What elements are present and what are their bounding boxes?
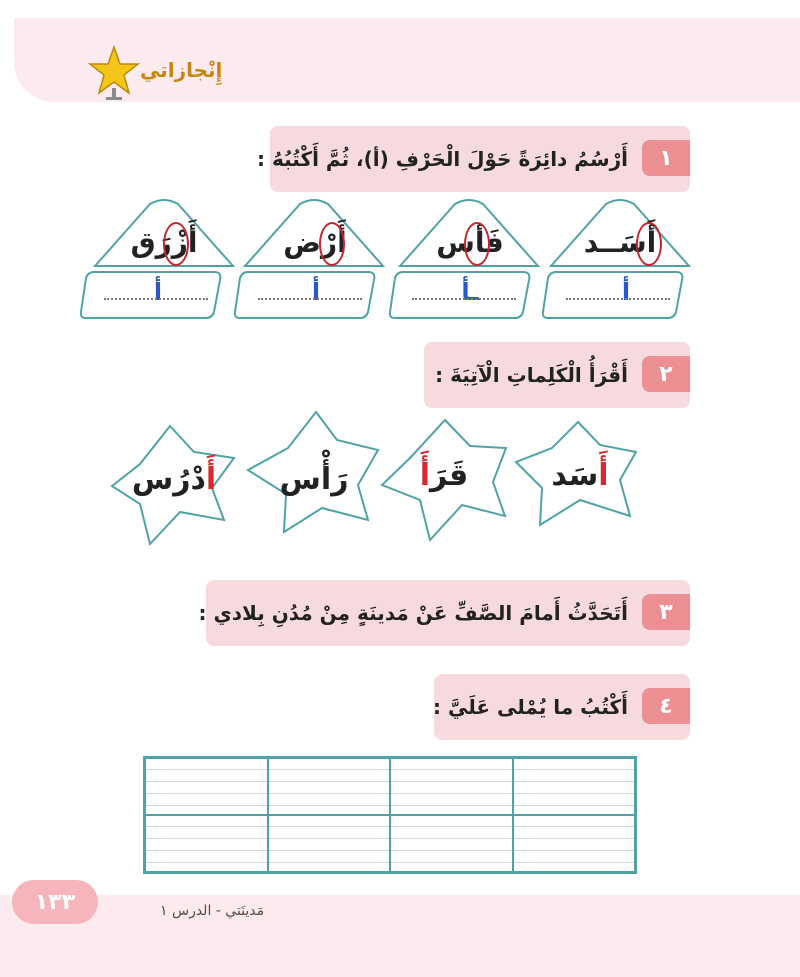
question-2-number: ٢	[642, 356, 690, 392]
write-line-3[interactable]	[258, 298, 362, 300]
circle-mark-4[interactable]	[163, 222, 189, 266]
writing-cell[interactable]	[390, 815, 513, 872]
write-letter-3: أ	[311, 278, 321, 306]
footer-lesson: مَدينَتي - الدرس ١	[160, 903, 265, 919]
write-line-1[interactable]	[566, 298, 670, 300]
triangle-word-3: أَرْض	[283, 226, 347, 259]
question-4-text: أَكْتُبُ ما يُمْلى عَلَيَّ :	[433, 695, 628, 719]
question-2-header	[424, 342, 690, 408]
write-letter-1: أ	[621, 278, 631, 306]
question-4-header	[434, 674, 690, 740]
star-word-3: رَأْس	[279, 462, 349, 497]
writing-cell[interactable]	[145, 758, 268, 815]
question-1-number: ١	[642, 140, 690, 176]
write-line-4[interactable]	[104, 298, 208, 300]
writing-cell[interactable]	[268, 815, 391, 872]
question-3-text: أَتَحَدَّثُ أَمامَ الصَّفِّ عَنْ مَدينَةٍ مِنْ مُدُنِ بِلادي :	[198, 601, 628, 625]
writing-cell[interactable]	[513, 758, 636, 815]
write-line-2[interactable]	[412, 298, 516, 300]
parallelogram-3	[235, 272, 375, 318]
writing-cell[interactable]	[390, 758, 513, 815]
parallelogram-1	[543, 272, 683, 318]
page-number: ١٣٣	[12, 880, 98, 924]
write-letter-2: ـأ	[461, 278, 479, 306]
writing-grid	[143, 756, 637, 874]
page-title: إِنْجازاتي	[140, 58, 223, 82]
question-3-header	[198, 580, 690, 646]
star-word-4: أَدْرُس	[131, 462, 217, 497]
triangle-word-4: أَزْرَق	[130, 226, 198, 259]
writing-cell[interactable]	[513, 815, 636, 872]
circle-mark-2[interactable]	[464, 222, 490, 266]
question-1-text: أَرْسُمُ دائِرَةً حَوْلَ الْحَرْفِ (أ)، ثُمَّ أَكْتُبُهُ :	[257, 147, 628, 171]
circle-mark-3[interactable]	[319, 222, 345, 266]
writing-cell[interactable]	[145, 815, 268, 872]
writing-cell[interactable]	[268, 758, 391, 815]
circle-mark-1[interactable]	[636, 222, 662, 266]
write-letter-4: أ	[153, 278, 163, 306]
question-3-number: ٣	[642, 594, 690, 630]
triangle-word-1: أَسَــد	[583, 226, 657, 259]
triangle-word-2: فَأس	[436, 226, 504, 259]
question-2-text: أَقْرَأُ الْكَلِماتِ الْآتِيَةَ :	[435, 363, 628, 387]
question-4-number: ٤	[642, 688, 690, 724]
star-word-2: قَرَأَ	[419, 458, 469, 493]
star-word-1: أَسَد	[551, 458, 609, 493]
